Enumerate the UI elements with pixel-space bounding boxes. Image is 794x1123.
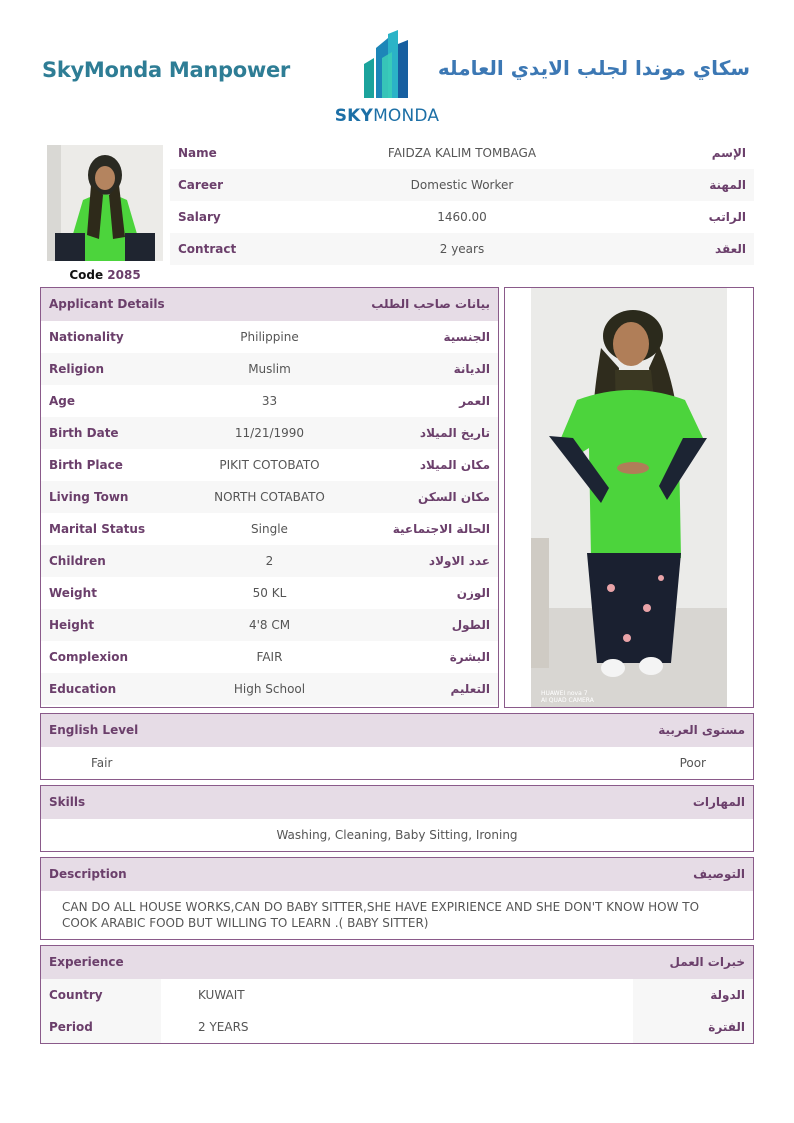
details-row-birth-date: Birth Date 11/21/1990 تاريخ الميلاد [41, 417, 498, 449]
applicant-thumbnail [47, 145, 163, 261]
description-header: Description التوصيف [41, 858, 753, 891]
applicant-details-header: Applicant Details بيانات صاحب الطلب [41, 288, 498, 321]
details-row-weight: Weight 50 KL الوزن [49, 586, 490, 600]
experience-header: Experience خبرات العمل [41, 946, 753, 979]
applicant-details-panel [40, 287, 499, 708]
logo-wordmark: SKYMONDA [334, 106, 440, 126]
details-row-marital-status: Marital Status Single الحالة الاجتماعية [49, 522, 490, 536]
language-level-header: English Level مستوى العربية [41, 714, 753, 747]
details-row-education: Education High School التعليم [41, 673, 498, 705]
summary-row-name: Name FAIDZA KALIM TOMBAGA الإسم [178, 146, 746, 160]
building-logo-icon [358, 30, 416, 100]
skills-value: Washing, Cleaning, Baby Sitting, Ironing [276, 828, 518, 842]
english-level-value: Fair [91, 756, 113, 770]
applicant-photo-panel [504, 287, 754, 708]
details-row-living-town: Living Town NORTH COTABATO مكان السكن [41, 481, 498, 513]
skymonda-logo [330, 30, 444, 126]
details-row-complexion: Complexion FAIR البشرة [49, 650, 490, 664]
description-text: CAN DO ALL HOUSE WORKS,CAN DO BABY SITTER,SHE HAVE EXPIRIENCE AND SHE DON'T KNOW HOW TO COOK ARABIC FOOD BUT WILLING TO LEARN .( BABY SITTER) [62, 900, 700, 930]
applicant-full-photo [531, 288, 727, 707]
summary-row-salary: Salary 1460.00 الراتب [178, 210, 746, 224]
details-row-height: Height 4'8 CM الطول [41, 609, 498, 641]
arabic-level-value: Poor [679, 756, 706, 770]
summary-row-career: Career Domestic Worker المهنة [170, 169, 754, 201]
skills-header: Skills المهارات [41, 786, 753, 819]
applicant-code: Code 2085 [69, 268, 141, 282]
camera-watermark: HUAWEI nova 7 AI QUAD CAMERA [541, 690, 594, 704]
experience-row-period: Period 2 YEARS الفترة [41, 1011, 753, 1043]
brand-name-english: SkyMonda Manpower [42, 58, 290, 82]
description-panel [40, 857, 754, 940]
skills-panel [40, 785, 754, 852]
details-row-children: Children 2 عدد الاولاد [41, 545, 498, 577]
language-level-row [41, 747, 753, 779]
applicant-summary-table [170, 137, 754, 265]
details-row-nationality: Nationality Philippine الجنسية [49, 330, 490, 344]
experience-panel [40, 945, 754, 1044]
details-row-age: Age 33 العمر [49, 394, 490, 408]
language-level-panel [40, 713, 754, 780]
brand-name-arabic: سكاي موندا لجلب الايدي العامله [437, 56, 750, 80]
details-row-religion: Religion Muslim الديانة [41, 353, 498, 385]
experience-row-country: Country KUWAIT الدولة [41, 979, 753, 1011]
details-row-birth-place: Birth Place PIKIT COTOBATO مكان الميلاد [49, 458, 490, 472]
summary-row-contract: Contract 2 years العقد [170, 233, 754, 265]
